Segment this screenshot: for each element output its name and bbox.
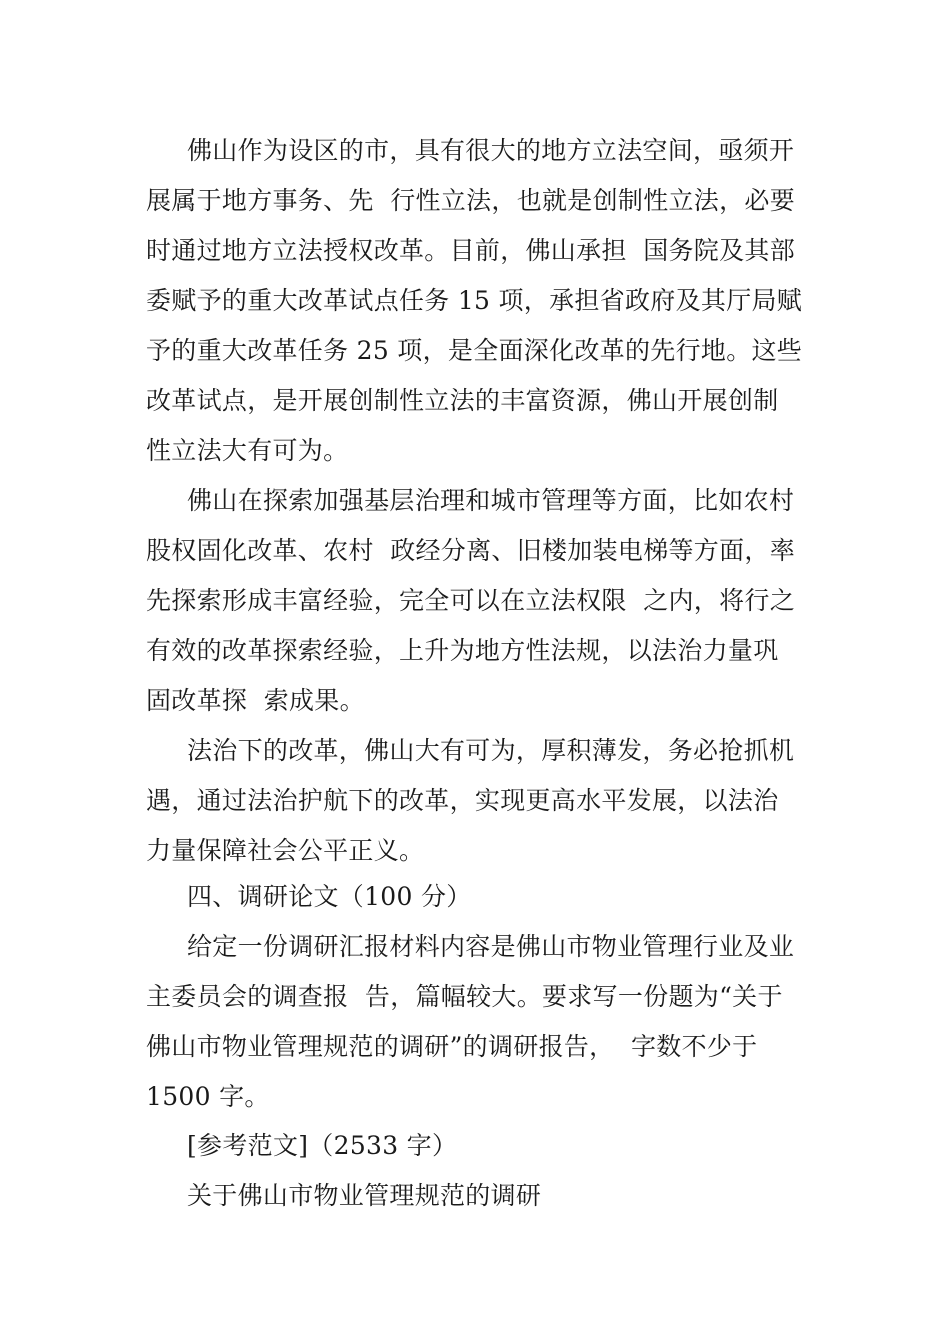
paragraph-2-line-4: 有效的改革探索经验，上升为地方性法规，以法治力量巩	[146, 636, 779, 665]
paragraph-4-line-3: 佛山市物业管理规范的调研”的调研报告， 字数不少于	[146, 1032, 758, 1061]
paragraph-4-line-4: 1500 字。	[146, 1082, 270, 1111]
paragraph-2-line-3: 先探索形成丰富经验，完全可以在立法权限 之内，将行之	[146, 586, 795, 615]
paragraph-4-line-1: 给定一份调研汇报材料内容是佛山市物业管理行业及业	[187, 932, 795, 961]
paragraph-1-line-5: 予的重大改革任务 25 项，是全面深化改革的先行地。这些	[146, 336, 803, 365]
paragraph-3-line-2: 遇，通过法治护航下的改革，实现更高水平发展，以法治	[146, 786, 779, 815]
paragraph-2-line-2: 股权固化改革、农村 政经分离、旧楼加装电梯等方面，率	[146, 536, 795, 565]
paragraph-1-line-6: 改革试点，是开展创制性立法的丰富资源，佛山开展创制	[146, 386, 779, 415]
paragraph-3-line-1: 法治下的改革，佛山大有可为，厚积薄发，务必抢抓机	[187, 736, 795, 765]
paragraph-2-line-1: 佛山在探索加强基层治理和城市管理等方面，比如农村	[187, 486, 795, 515]
paragraph-1-line-2: 展属于地方事务、先 行性立法，也就是创制性立法，必要	[146, 186, 795, 215]
paragraph-1-line-1: 佛山作为设区的市，具有很大的地方立法空间，亟须开	[187, 136, 795, 165]
paragraph-3-line-3: 力量保障社会公平正义。	[146, 836, 425, 865]
paragraph-4-line-2: 主委员会的调查报 告，篇幅较大。要求写一份题为“关于	[146, 982, 783, 1011]
paragraph-1-line-7: 性立法大有可为。	[146, 436, 349, 465]
paragraph-1-line-4: 委赋予的重大改革试点任务 15 项，承担省政府及其厅局赋	[146, 286, 803, 315]
paragraph-1-line-3: 时通过地方立法授权改革。目前，佛山承担 国务院及其部	[146, 236, 795, 265]
paragraph-2-line-5: 固改革探 索成果。	[146, 686, 365, 715]
reference-label: [参考范文]（2533 字）	[187, 1131, 458, 1160]
essay-title: 关于佛山市物业管理规范的调研	[187, 1181, 542, 1210]
section-heading: 四、调研论文（100 分）	[187, 882, 472, 911]
